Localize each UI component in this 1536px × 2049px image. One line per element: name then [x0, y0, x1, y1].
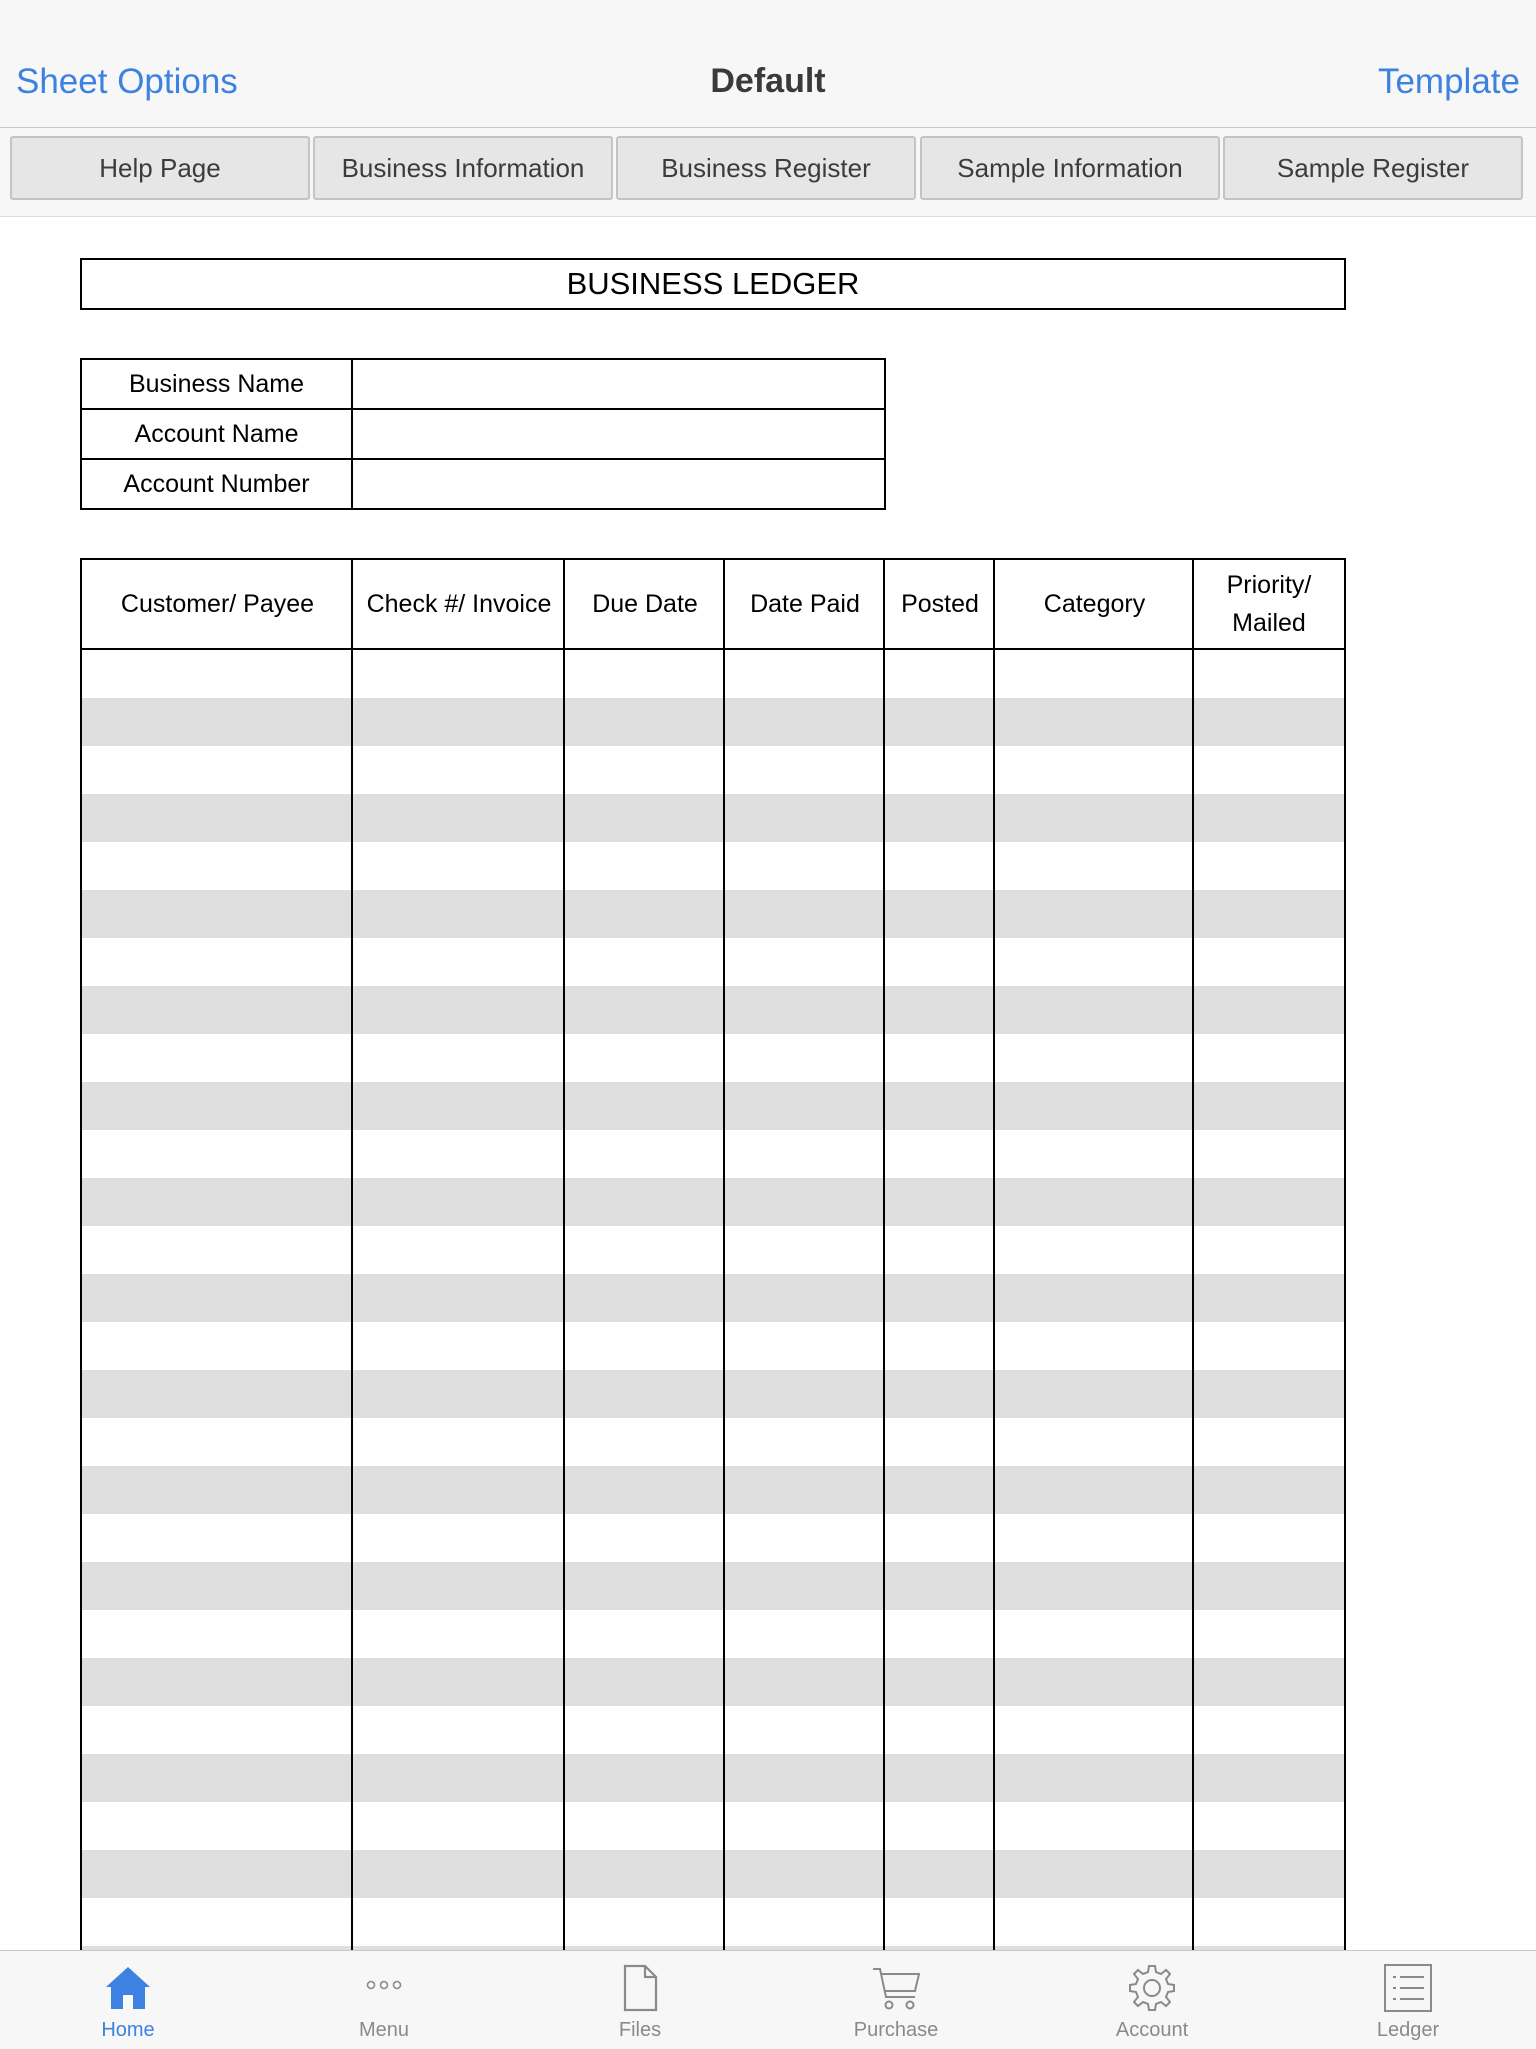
tab-business-register[interactable]: Business Register: [616, 136, 916, 200]
column-header-customer-payee: Customer/ Payee: [120, 590, 315, 618]
navigation-bar: [0, 0, 1536, 128]
bottom-tab-files[interactable]: [512, 1951, 768, 2049]
tab-sample-register[interactable]: Sample Register: [1223, 136, 1523, 200]
info-row-account-number: [82, 460, 884, 508]
table-row[interactable]: [82, 746, 1344, 794]
ledger-header-row: [82, 560, 1344, 650]
sheet-options-button[interactable]: Sheet Options: [16, 62, 238, 101]
table-row[interactable]: [82, 1658, 1344, 1706]
column-divider: [351, 560, 353, 1950]
bottom-tab-account[interactable]: [1024, 1951, 1280, 2049]
business-name-label: Business Name: [82, 360, 353, 408]
table-row[interactable]: [82, 986, 1344, 1034]
info-row-business-name: [82, 360, 884, 410]
table-row[interactable]: [82, 650, 1344, 698]
ledger-table: [80, 558, 1346, 1950]
list-icon: [1383, 1963, 1433, 2013]
gear-icon: [1127, 1963, 1177, 2013]
column-divider: [1192, 560, 1194, 1950]
table-row[interactable]: [82, 938, 1344, 986]
table-row[interactable]: [82, 842, 1344, 890]
table-row[interactable]: [82, 1514, 1344, 1562]
business-name-field[interactable]: [353, 360, 884, 408]
column-header-category: Category: [1043, 590, 1146, 618]
column-header-check-invoice: Check #/ Invoice: [366, 590, 552, 618]
sheet-tab-bar: [0, 128, 1536, 217]
info-row-account-name: [82, 410, 884, 460]
account-number-label: Account Number: [82, 460, 353, 508]
table-row[interactable]: [82, 1850, 1344, 1898]
account-name-field[interactable]: [353, 410, 884, 458]
table-row[interactable]: [82, 890, 1344, 938]
table-row[interactable]: [82, 1226, 1344, 1274]
column-header-posted: Posted: [901, 590, 979, 618]
table-row[interactable]: [82, 794, 1344, 842]
page-title: Default: [710, 62, 826, 100]
table-row[interactable]: [82, 1610, 1344, 1658]
account-number-field[interactable]: [353, 460, 884, 508]
bottom-tab-label: Menu: [358, 2019, 410, 2041]
bottom-tab-label: Home: [101, 2019, 155, 2041]
bottom-tab-purchase[interactable]: [768, 1951, 1024, 2049]
column-divider: [883, 560, 885, 1950]
column-divider: [563, 560, 565, 1950]
table-row[interactable]: [82, 1754, 1344, 1802]
bottom-tab-label: Purchase: [853, 2019, 939, 2041]
home-icon: [103, 1963, 153, 2013]
business-info-table: [80, 358, 886, 510]
table-row[interactable]: [82, 1466, 1344, 1514]
table-row[interactable]: [82, 1802, 1344, 1850]
bottom-tab-menu[interactable]: [256, 1951, 512, 2049]
table-row[interactable]: [82, 1322, 1344, 1370]
account-name-label: Account Name: [82, 410, 353, 458]
table-row[interactable]: [82, 1274, 1344, 1322]
template-button[interactable]: Template: [1377, 62, 1520, 101]
bottom-tab-home[interactable]: [0, 1951, 256, 2049]
table-row[interactable]: [82, 1370, 1344, 1418]
table-row[interactable]: [82, 1130, 1344, 1178]
file-icon: [615, 1963, 665, 2013]
tab-help-page[interactable]: Help Page: [10, 136, 310, 200]
more-icon: [359, 1963, 409, 2013]
column-header-priority-mailed: Priority/ Mailed: [1226, 571, 1312, 637]
table-row[interactable]: [82, 1082, 1344, 1130]
table-row[interactable]: [82, 698, 1344, 746]
ledger-rows: [82, 650, 1344, 1950]
tab-sample-information[interactable]: Sample Information: [920, 136, 1220, 200]
table-row[interactable]: [82, 1034, 1344, 1082]
table-row[interactable]: [82, 1706, 1344, 1754]
cart-icon: [871, 1963, 921, 2013]
bottom-tab-label: Files: [618, 2019, 662, 2041]
table-row[interactable]: [82, 1418, 1344, 1466]
table-row[interactable]: [82, 1178, 1344, 1226]
ledger-title: BUSINESS LEDGER: [80, 258, 1346, 310]
table-row[interactable]: [82, 1562, 1344, 1610]
tab-business-information[interactable]: Business Information: [313, 136, 613, 200]
column-header-date-paid: Date Paid: [750, 590, 860, 618]
bottom-tab-label: Ledger: [1376, 2019, 1440, 2041]
bottom-tab-ledger[interactable]: [1280, 1951, 1536, 2049]
column-divider: [723, 560, 725, 1950]
ledger-sheet: [0, 217, 1536, 1950]
bottom-tab-bar: [0, 1950, 1536, 2049]
table-row[interactable]: [82, 1898, 1344, 1946]
column-header-due-date: Due Date: [592, 590, 698, 618]
bottom-tab-label: Account: [1115, 2019, 1189, 2041]
column-divider: [993, 560, 995, 1950]
